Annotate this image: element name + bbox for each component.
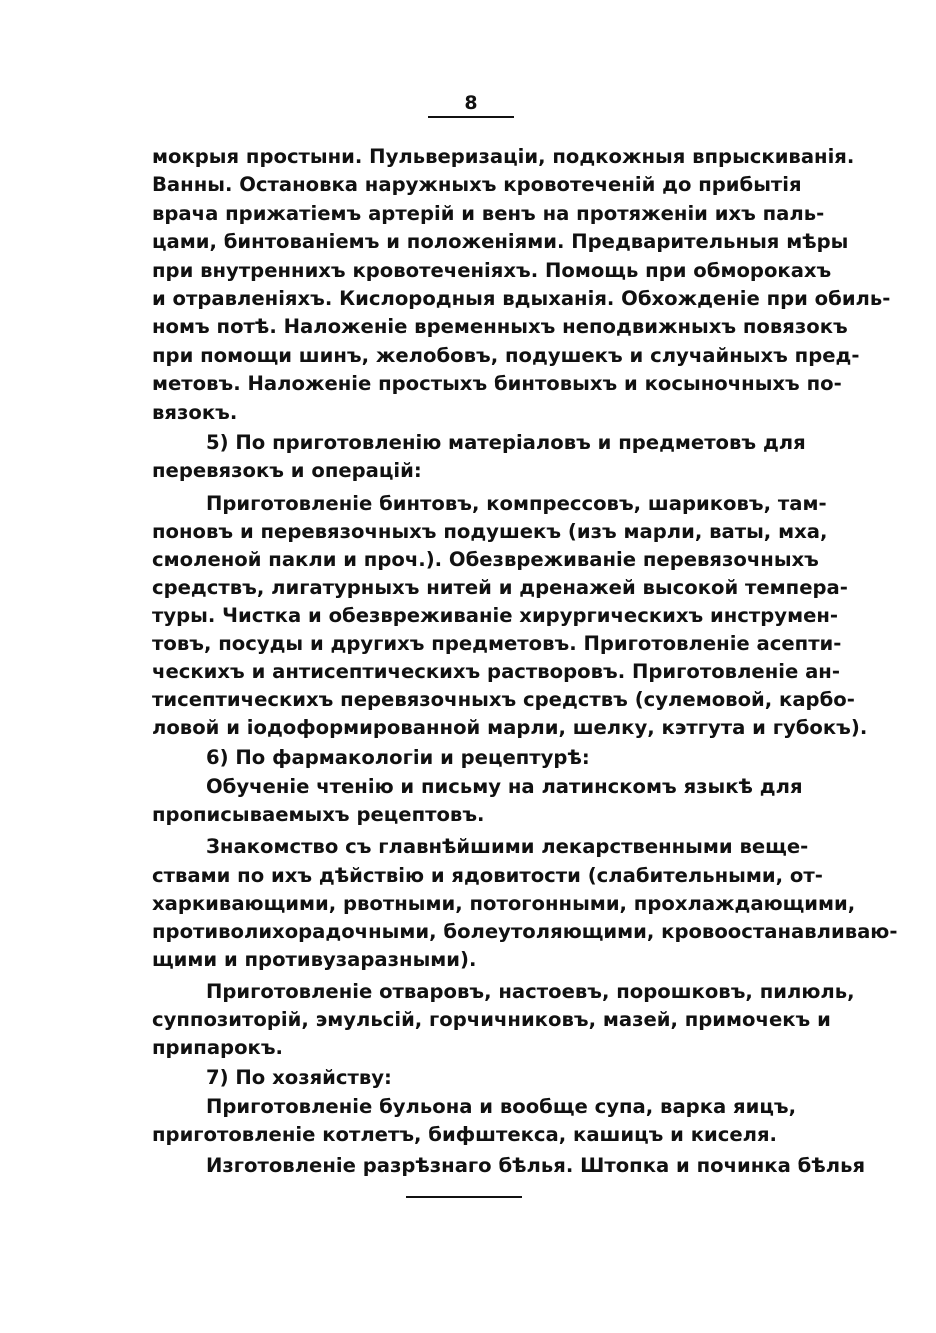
text-line: Изготовленіе разрѣзнаго бѣлья. Штопка и починка бѣлья [206, 1154, 866, 1177]
text-line: товъ, посуды и другихъ предметовъ. Приготовленіе асепти- [152, 632, 842, 655]
text-line: прописываемыхъ рецептовъ. [152, 803, 485, 826]
text-line: врача прижатіемъ артерій и венъ на протяженіи ихъ паль- [152, 202, 825, 225]
section-heading: перевязокъ и операцій: [152, 459, 422, 482]
text-line: Приготовленіе бульона и вообще супа, варка яицъ, [206, 1095, 797, 1118]
text-line: щими и противузаразными). [152, 948, 477, 971]
text-line: тисептическихъ перевязочныхъ средствъ (сулемовой, карбо- [152, 688, 855, 711]
text-line: ствами по ихъ дѣйствію и ядовитости (слабительными, от- [152, 864, 823, 887]
text-line: противолихорадочными, болеутоляющими, кровоостанавливаю- [152, 920, 898, 943]
text-line: средствъ, лигатурныхъ нитей и дренажей высокой темпера- [152, 576, 848, 599]
text-line: цами, бинтованіемъ и положеніями. Предварительныя мѣры [152, 230, 849, 253]
text-line: Приготовленіе бинтовъ, компрессовъ, шариковъ, там- [206, 492, 827, 515]
text-line: поновъ и перевязочныхъ подушекъ (изъ марли, ваты, мха, [152, 520, 828, 543]
text-line: Приготовленіе отваровъ, настоевъ, порошковъ, пилюль, [206, 980, 855, 1003]
text-line: номъ потѣ. Наложеніе временныхъ неподвижныхъ повязокъ [152, 315, 848, 338]
section-heading: 5) По приготовленію матеріаловъ и предметовъ для [206, 431, 806, 454]
text-line: ловой и іодоформированной марли, шелку, кэтгута и губокъ). [152, 716, 868, 739]
page-number: 8 [428, 92, 514, 118]
bottom-divider [406, 1196, 522, 1198]
text-line: метовъ. Наложеніе простыхъ бинтовыхъ и косыночныхъ по- [152, 372, 842, 395]
section-heading: 6) По фармакологіи и рецептурѣ: [206, 746, 590, 769]
text-line: смоленой пакли и проч.). Обезвреживаніе перевязочныхъ [152, 548, 819, 571]
text-line: и отравленіяхъ. Кислородныя вдыханія. Обхожденіе при обиль- [152, 287, 891, 310]
text-line: туры. Чистка и обезвреживаніе хирургическихъ инструмен- [152, 604, 839, 627]
text-line: Ванны. Остановка наружныхъ кровотеченій до прибытія [152, 173, 802, 196]
text-line: при внутреннихъ кровотеченіяхъ. Помощь при обморокахъ [152, 259, 832, 282]
section-heading: 7) По хозяйству: [206, 1066, 392, 1089]
text-line: Знакомство съ главнѣйшими лекарственными веще- [206, 835, 809, 858]
text-line: мокрыя простыни. Пульверизаціи, подкожныя впрыскиванія. [152, 145, 855, 168]
text-line: приготовленіе котлетъ, бифштекса, кашицъ и киселя. [152, 1123, 778, 1146]
text-line: вязокъ. [152, 401, 238, 424]
text-line: при помощи шинъ, желобовъ, подушекъ и случайныхъ пред- [152, 344, 860, 367]
text-line: ческихъ и антисептическихъ растворовъ. Приготовленіе ан- [152, 660, 840, 683]
text-line: харкивающими, рвотными, потогонными, прохлаждающими, [152, 892, 856, 915]
text-line: суппозиторій, эмульсій, горчичниковъ, мазей, примочекъ и [152, 1008, 831, 1031]
text-line: Обученіе чтенію и письму на латинскомъ языкѣ для [206, 775, 803, 798]
text-line: припарокъ. [152, 1036, 284, 1059]
